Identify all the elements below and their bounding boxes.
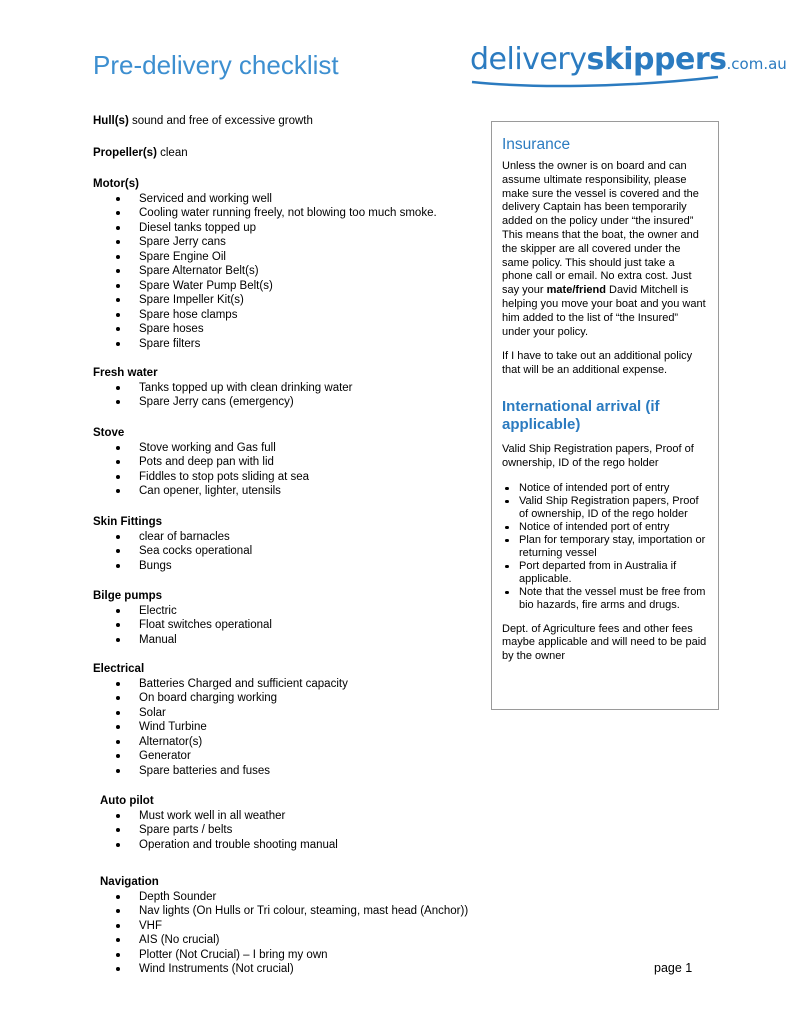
deliveryskippers-logo — [470, 42, 787, 90]
list-item-text: Notice of intended port of entry — [519, 520, 670, 533]
bullet-icon — [116, 953, 120, 957]
list-item — [93, 455, 309, 470]
section-title: Skin Fittings — [93, 516, 162, 528]
international-heading: International arrival (if applicable) — [502, 397, 660, 433]
checklist-section — [93, 794, 338, 852]
insurance-heading: Insurance — [502, 136, 571, 153]
bullet-icon — [116, 564, 120, 568]
list-item — [93, 264, 437, 279]
bullet-icon — [116, 938, 120, 942]
bullet-icon — [116, 909, 120, 913]
list-item-text: Spare batteries and fuses — [139, 764, 271, 777]
list-item — [93, 293, 437, 308]
list-item — [93, 206, 437, 221]
bullet-icon — [116, 609, 120, 613]
bullet-icon — [116, 696, 120, 700]
list-item-text: Notice of intended port of entry — [519, 481, 670, 494]
bullet-icon — [505, 487, 509, 491]
bullet-icon — [116, 327, 120, 331]
list-item — [93, 919, 468, 934]
list-item — [93, 530, 252, 545]
bullet-icon — [116, 769, 120, 773]
bullet-icon — [505, 500, 509, 504]
list-item — [93, 559, 252, 574]
list-item — [93, 706, 348, 721]
section-title: Auto pilot — [100, 795, 154, 807]
list-item-text: Diesel tanks topped up — [139, 221, 256, 234]
list-item — [93, 381, 353, 396]
list-item — [93, 192, 437, 207]
list-item-text: Serviced and working well — [139, 192, 272, 205]
bullet-icon — [116, 924, 120, 928]
list-item — [502, 534, 708, 560]
bullet-icon — [116, 386, 120, 390]
list-item — [502, 482, 708, 495]
bullet-icon — [116, 460, 120, 464]
list-item — [93, 633, 272, 648]
list-item-text: Note that the vessel must be free from bio hazards, fire arms and drugs. — [519, 585, 706, 611]
bullet-icon — [116, 211, 120, 215]
list-item-text: clear of barnacles — [139, 530, 230, 543]
list-item-text: Spare Jerry cans — [139, 236, 226, 248]
logo-swoosh-icon — [470, 74, 720, 90]
list-item — [93, 337, 437, 352]
list-item-text: Plan for temporary stay, importation or returning vessel — [519, 533, 706, 559]
list-item — [93, 604, 272, 619]
list-item-text: Wind Turbine — [139, 721, 207, 733]
list-item — [93, 322, 437, 337]
list-item-text: Spare Engine Oil — [139, 250, 226, 263]
checklist-section — [93, 662, 348, 778]
page-number: page 1 — [654, 961, 693, 975]
list-item — [93, 904, 468, 919]
list-item-text: Bungs — [139, 559, 172, 572]
list-item-text: Spare hoses — [139, 323, 204, 335]
bullet-list — [93, 530, 252, 574]
list-item-text: Spare Alternator Belt(s) — [139, 265, 259, 277]
bullet-icon — [116, 255, 120, 259]
section-title: Stove — [93, 427, 125, 439]
bullet-list — [93, 890, 468, 977]
list-item-text: Spare filters — [139, 337, 201, 350]
bullet-icon — [505, 526, 509, 530]
bullet-list — [93, 192, 437, 352]
bullet-icon — [116, 549, 120, 553]
list-item — [93, 933, 468, 948]
bullet-icon — [116, 475, 120, 479]
bullet-list — [93, 441, 309, 499]
page-title: Pre-delivery checklist — [93, 50, 339, 80]
list-item-text: Generator — [139, 750, 191, 762]
list-item-text: Fiddles to stop pots sliding at sea — [139, 470, 310, 483]
list-item — [502, 521, 708, 534]
list-item — [93, 279, 437, 294]
bullet-icon — [116, 623, 120, 627]
list-item-text: Electric — [139, 604, 177, 617]
list-item-text: Spare Jerry cans (emergency) — [139, 396, 294, 408]
checklist-section — [93, 366, 353, 410]
bullet-icon — [116, 638, 120, 642]
list-item — [93, 948, 468, 963]
bullet-icon — [116, 446, 120, 450]
bullet-icon — [116, 226, 120, 230]
list-item — [93, 890, 468, 905]
list-item-text: Can opener, lighter, utensils — [139, 485, 281, 497]
list-item-text: Wind Instruments (Not crucial) — [139, 963, 294, 975]
list-item-text: Stove working and Gas full — [139, 441, 276, 454]
list-item — [502, 560, 708, 586]
bullet-icon — [505, 539, 509, 543]
checklist-section — [93, 589, 272, 647]
checklist-section — [93, 426, 309, 499]
list-item-text: Batteries Charged and sufficient capacity — [139, 677, 348, 690]
list-item — [93, 618, 272, 633]
list-item-text: Must work well in all weather — [139, 809, 286, 822]
list-item — [93, 962, 468, 977]
list-item-text: Tanks topped up with clean drinking water — [139, 381, 353, 394]
list-item-text: Pots and deep pan with lid — [139, 456, 274, 468]
bullet-icon — [116, 489, 120, 493]
sidebar-box — [491, 121, 719, 710]
bullet-icon — [116, 895, 120, 899]
bullet-icon — [116, 284, 120, 288]
bullet-icon — [116, 269, 120, 273]
list-item — [93, 809, 338, 824]
list-item-text: Operation and trouble shooting manual — [139, 838, 338, 851]
list-item-text: Port departed from in Australia if applicable. — [519, 559, 677, 585]
list-item — [93, 823, 338, 838]
list-item-text: Sea cocks operational — [139, 545, 253, 557]
bullet-icon — [116, 298, 120, 302]
insurance-extra-paragraph: If I have to take out an additional policy that will be an additional expense. — [502, 350, 693, 377]
section-title: Bilge pumps — [93, 590, 163, 602]
checklist-section — [93, 875, 468, 977]
propeller-item: Propeller(s) clean — [93, 147, 188, 159]
bullet-icon — [505, 591, 509, 595]
bullet-icon — [116, 843, 120, 847]
list-item-text: Spare Impeller Kit(s) — [139, 294, 244, 306]
bullet-icon — [116, 400, 120, 404]
insurance-paragraph: Unless the owner is on board and can assume ultimate responsibility, please make sure the vessel is covered and the delivery Captain has been temporarily added on the policy under “the insured” This means that the boat, the owner and the skipper are all covered under the same policy. This should just take a phone call or email. No extra cost. Just say your mate/friend David Mitchell is helping you move your boat and you want him added to the list of “the Insured” under your policy. — [502, 160, 706, 338]
list-item-text: Plotter (Not Crucial) – I bring my own — [139, 948, 328, 961]
agriculture-fees-paragraph: Dept. of Agriculture fees and other fees maybe applicable and will need to be paid by the owner — [502, 622, 707, 663]
list-item — [93, 308, 437, 323]
bullet-list — [93, 677, 348, 779]
bullet-icon — [116, 828, 120, 832]
list-item-text: Solar — [139, 706, 166, 719]
list-item-text: Cooling water running freely, not blowing too much smoke. — [139, 207, 437, 219]
section-title: Fresh water — [93, 367, 158, 379]
list-item — [93, 441, 309, 456]
list-item — [93, 720, 348, 735]
list-item — [93, 235, 437, 250]
bullet-icon — [505, 565, 509, 569]
hull-item: Hull(s) sound and free of excessive growth — [93, 115, 313, 127]
list-item-text: Spare hose clamps — [139, 308, 238, 321]
checklist-section — [93, 515, 252, 573]
list-item — [502, 586, 708, 612]
list-item — [502, 495, 708, 521]
list-item-text: Valid Ship Registration papers, Proof of ownership, ID of the rego holder — [519, 494, 699, 520]
bullet-icon — [116, 342, 120, 346]
logo-wordmark: deliveryskippers.com.au — [470, 42, 787, 77]
bullet-list — [93, 809, 338, 853]
list-item — [93, 250, 437, 265]
bullet-icon — [116, 740, 120, 744]
international-paragraph: Valid Ship Registration papers, Proof of ownership, ID of the rego holder — [502, 442, 694, 469]
checklist-section — [93, 177, 437, 351]
bullet-icon — [116, 197, 120, 201]
bullet-icon — [116, 725, 120, 729]
list-item-text: AIS (No crucial) — [139, 934, 220, 946]
bullet-list — [93, 604, 272, 648]
bullet-icon — [116, 814, 120, 818]
bullet-icon — [116, 240, 120, 244]
bullet-icon — [116, 754, 120, 758]
list-item-text: Alternator(s) — [139, 735, 203, 748]
list-item — [93, 677, 348, 692]
list-item — [93, 395, 353, 410]
list-item — [93, 470, 309, 485]
list-item-text: Spare parts / belts — [139, 824, 233, 836]
list-item-text: Depth Sounder — [139, 890, 217, 903]
list-item — [93, 221, 437, 236]
list-item-text: On board charging working — [139, 692, 278, 704]
bullet-icon — [116, 711, 120, 715]
list-item — [93, 764, 348, 779]
bullet-icon — [116, 682, 120, 686]
list-item — [93, 544, 252, 559]
bullet-icon — [116, 313, 120, 317]
section-title: Electrical — [93, 663, 145, 675]
list-item-text: Spare Water Pump Belt(s) — [139, 279, 273, 292]
bullet-icon — [116, 967, 120, 971]
list-item-text: VHF — [139, 919, 162, 932]
section-title: Navigation — [100, 876, 159, 888]
list-item-text: Manual — [139, 633, 177, 646]
section-title: Motor(s) — [93, 178, 139, 190]
bullet-list — [93, 381, 353, 410]
list-item-text: Float switches operational — [139, 619, 272, 631]
list-item — [93, 838, 338, 853]
list-item — [93, 691, 348, 706]
list-item — [93, 749, 348, 764]
list-item — [93, 735, 348, 750]
list-item — [93, 484, 309, 499]
list-item-text: Nav lights (On Hulls or Tri colour, steaming, mast head (Anchor)) — [139, 905, 469, 917]
bullet-icon — [116, 535, 120, 539]
international-list — [502, 482, 708, 612]
